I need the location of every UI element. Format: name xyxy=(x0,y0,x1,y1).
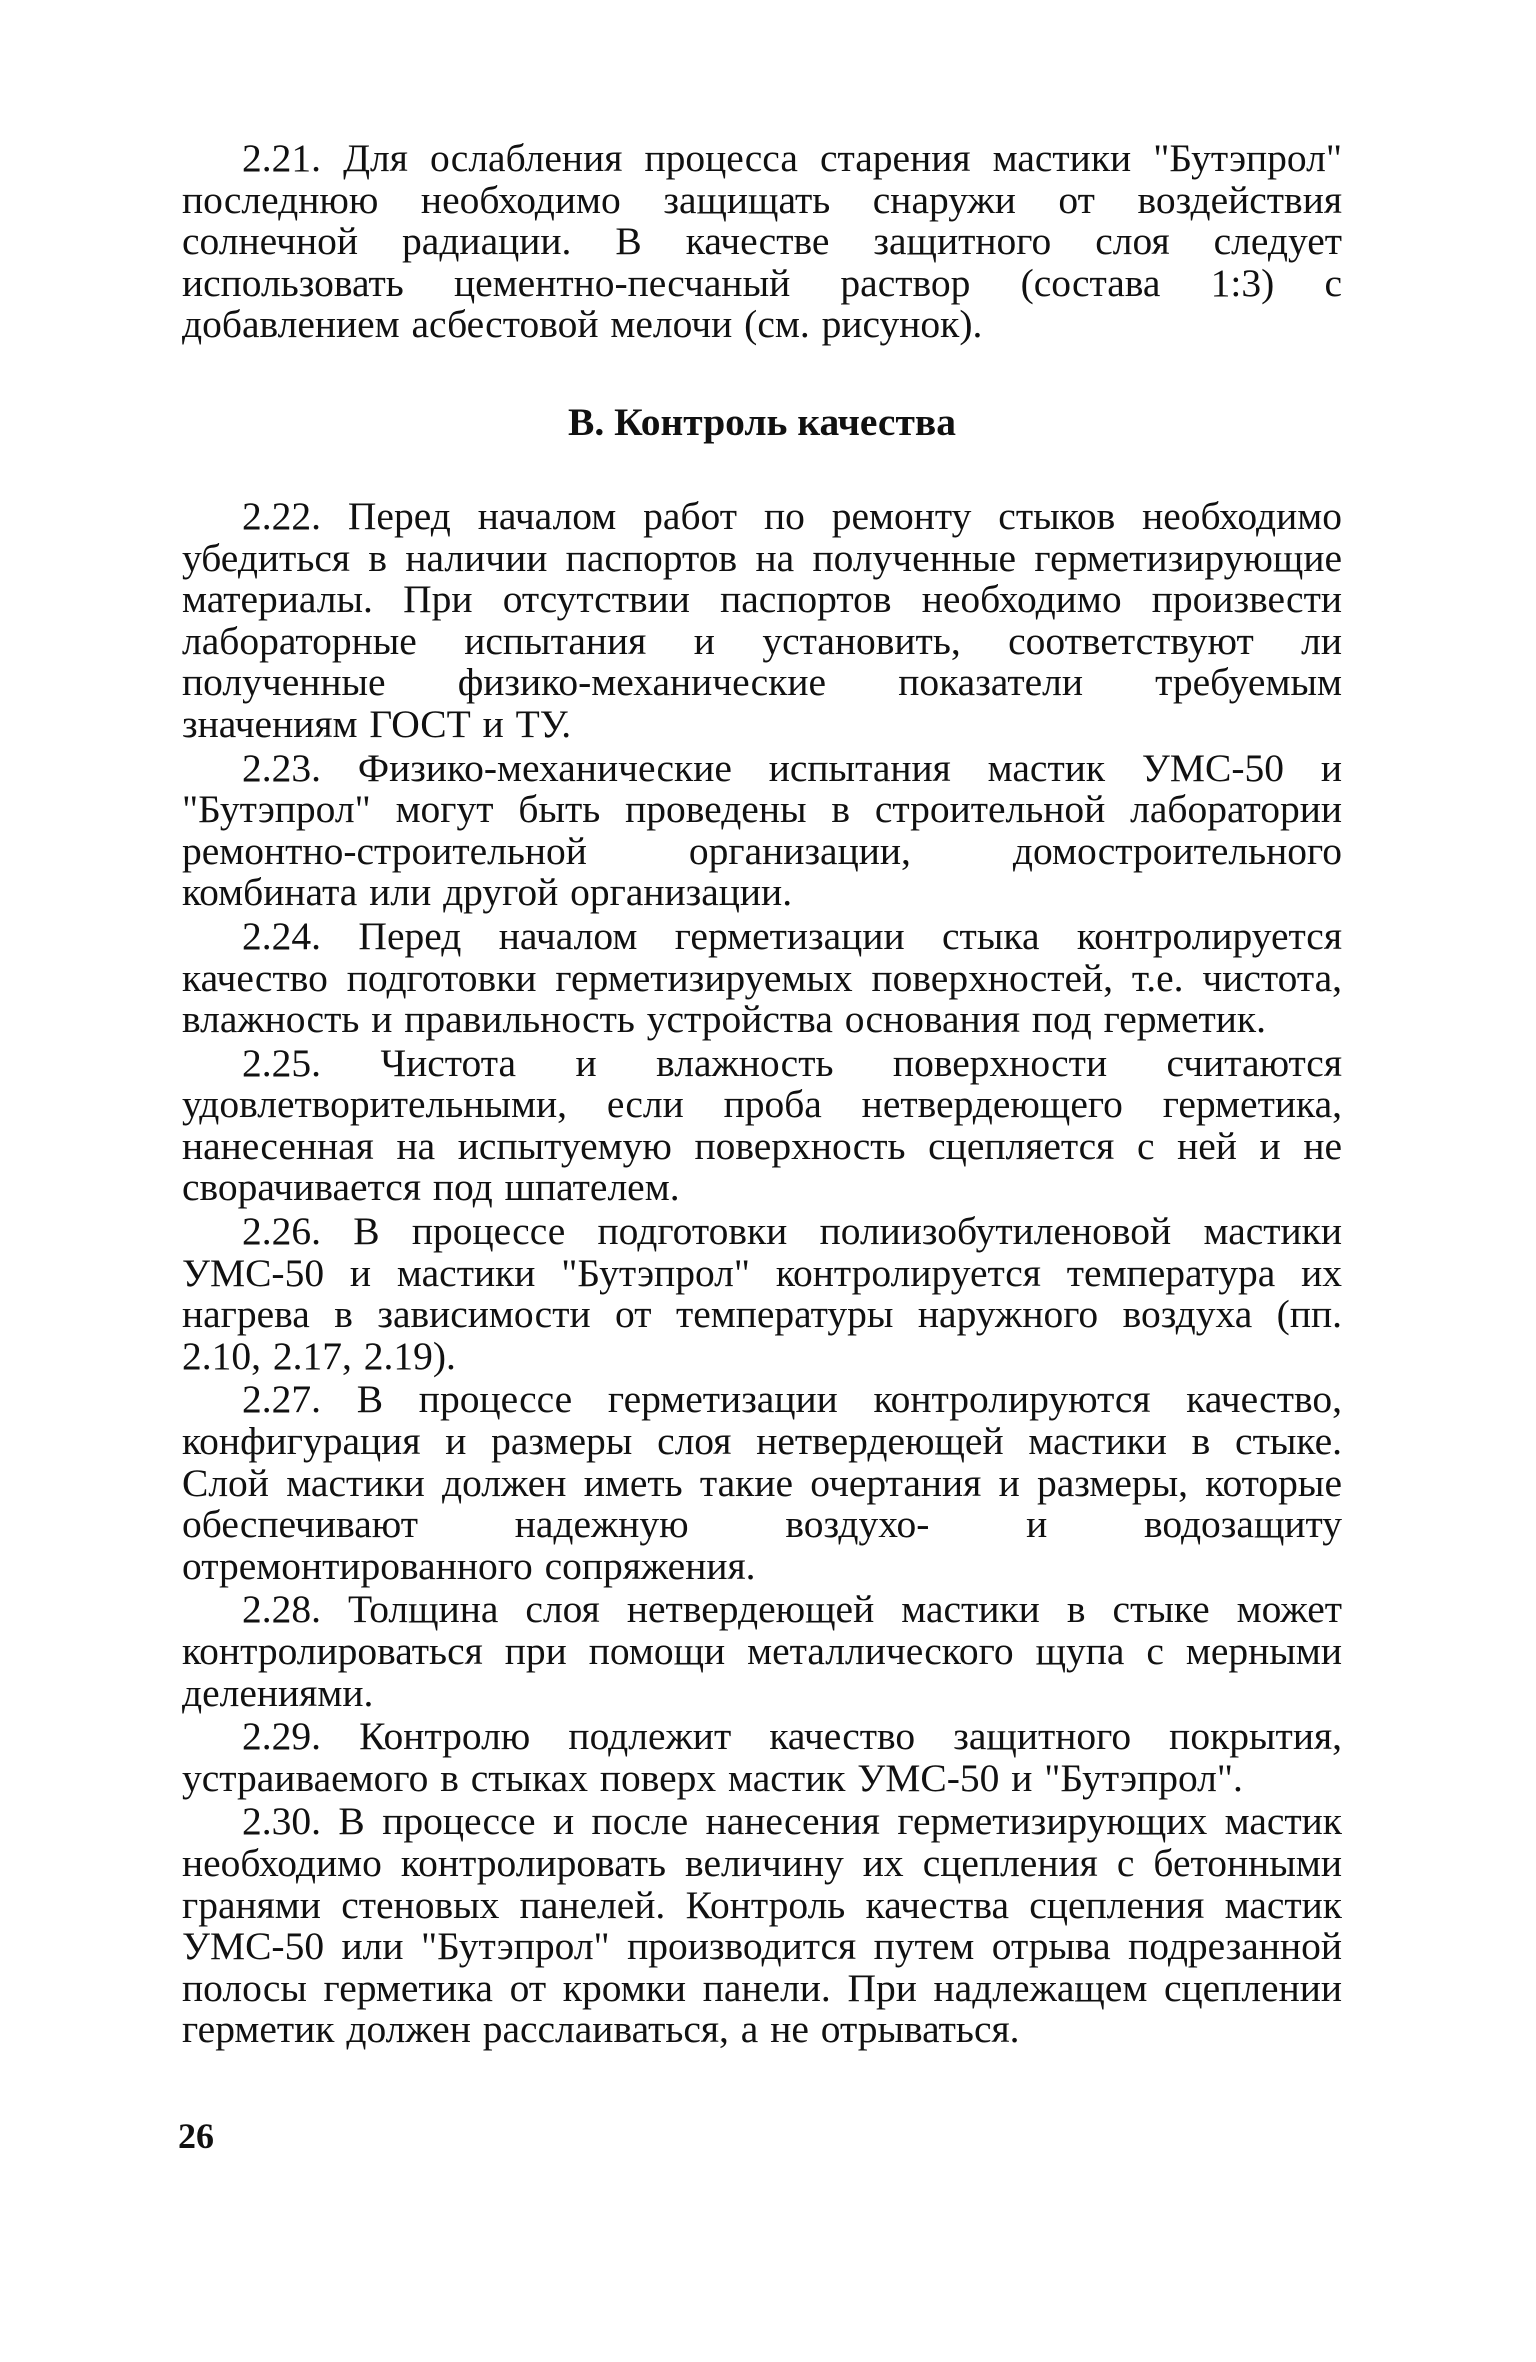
paragraph-2-24: 2.24. Перед началом герметизации стыка контролируется качество подготовки герметизируемых поверхностей, т.е. чистота, влажность и правильность устройства основания под герметик. xyxy=(182,913,1342,1042)
page-number: 26 xyxy=(178,2116,214,2156)
paragraph-2-26: 2.26. В процессе подготовки полиизобутиленовой мастики УМС-50 и мастики "Бутэпрол" контролируется температура их нагрева в зависимости от температуры наружного воздуха (пп. 2.10, 2.17, 2.19). xyxy=(182,1209,1342,1378)
section-heading: В. Контроль качества xyxy=(568,399,956,444)
paragraph-2-22: 2.22. Перед началом работ по ремонту стыков необходимо убедиться в наличии паспортов на полученные герметизирующие материалы. При отсутствии паспортов необходимо произвести лабораторные испытания и установить, соответствуют ли полученные физико-механические показатели требуемым значениям ГОСТ и ТУ. xyxy=(182,493,1342,746)
paragraph-2-27: 2.27. В процессе герметизации контролируются качество, конфигурация и размеры слоя нетвердеющей мастики в стыке. Слой мастики должен иметь такие очертания и размеры, которые обеспечивают надежную воздухо- и водозащиту отремонтированного сопряжения. xyxy=(182,1377,1342,1588)
paragraph-2-28: 2.28. Толщина слоя нетвердеющей мастики в стыке может контролироваться при помощи металлического щупа с мерными делениями. xyxy=(182,1587,1342,1715)
paragraph-2-29: 2.29. Контролю подлежит качество защитного покрытия, устраиваемого в стыках поверх мастик УМС-50 и "Бутэпрол". xyxy=(182,1714,1342,1800)
paragraph-2-23: 2.23. Физико-механические испытания мастик УМС-50 и "Бутэпрол" могут быть проведены в строительной лаборатории ремонтно-строительной организации, домостроительного комбината или другой организации. xyxy=(182,745,1342,915)
document-page xyxy=(182,138,1342,2051)
paragraph-2-30: 2.30. В процессе и после нанесения герметизирующих мастик необходимо контролировать величину их сцепления с бетонными гранями стеновых панелей. Контроль качества сцепления мастик УМС-50 или "Бутэпрол" производится путем отрыва подрезанной полосы герметика от кромки панели. При надлежащем сцеплении герметик должен расслаиваться, а не отрываться. xyxy=(182,1799,1342,2052)
paragraph-2-21: 2.21. Для ослабления процесса старения мастики "Бутэпрол" последнюю необходимо защищать снаружи от воздействия солнечной радиации. В качестве защитного слоя следует использовать цементно-песчаный раствор (состава 1:3) с добавлением асбестовой мелочи (см. рисунок). xyxy=(182,136,1342,347)
paragraph-2-25: 2.25. Чистота и влажность поверхности считаются удовлетворительными, если проба нетвердеющего герметика, нанесенная на испытуемую поверхность сцепляется с ней и не сворачивается под шпателем. xyxy=(182,1040,1342,1210)
